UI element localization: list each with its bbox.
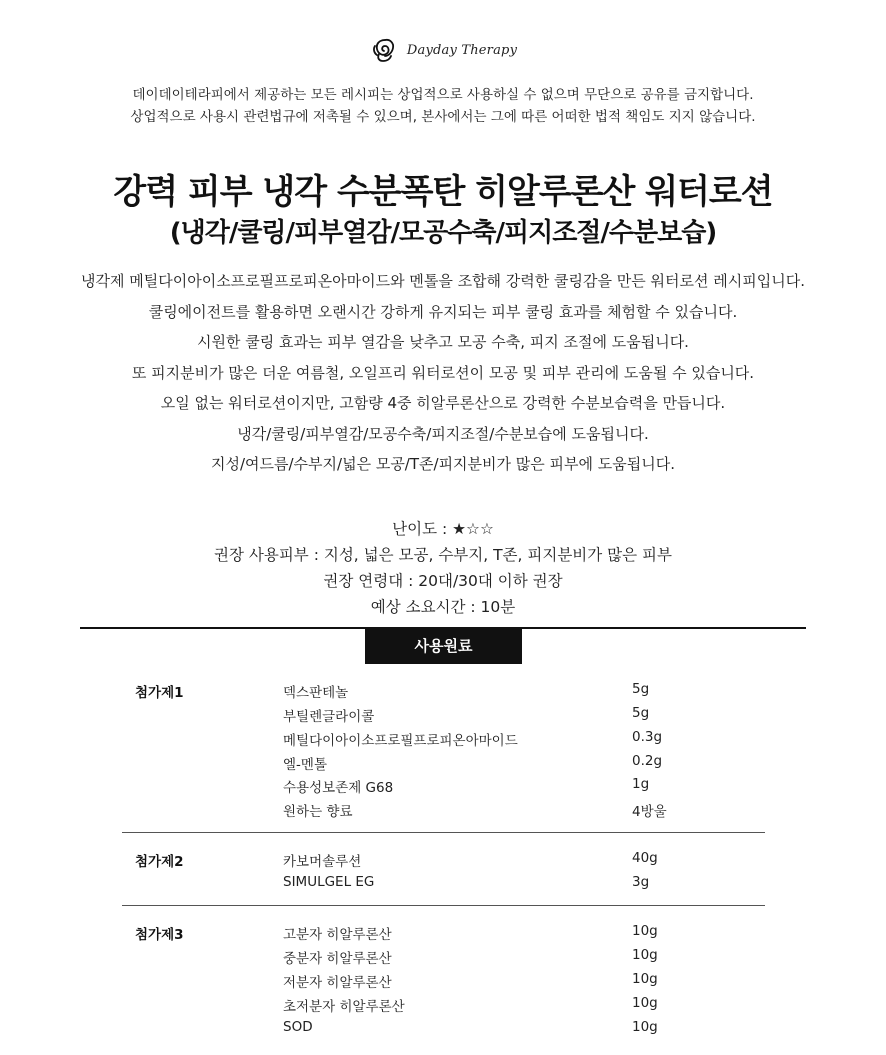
recommended-skin: 권장 사용피부 : 지성, 넓은 모공, 수부지, T존, 피지분비가 많은 피부 xyxy=(214,546,672,564)
estimated-time: 예상 소요시간 : 10분 xyxy=(370,598,516,616)
ingredient-amount: 40g xyxy=(632,850,658,866)
ingredient-name: 저분자 히알루론산 xyxy=(283,975,392,991)
notice-line: 상업적으로 사용시 관련법규에 저촉될 수 있으며, 본사에서는 그에 따른 어떠한 법적 책임도 지지 않습니다. xyxy=(130,109,756,125)
ingredient-amount: 4방울 xyxy=(632,804,667,820)
ingredient-name: 부틸렌글라이콜 xyxy=(283,709,375,725)
description-line: 냉각제 메틸다이아이소프로필프로피온아마이드와 멘톨을 조합해 강력한 쿨링감을 만든 워터로션 레시피입니다. xyxy=(81,272,805,290)
ingredient-name: 원하는 향료 xyxy=(283,804,353,820)
description-line: 지성/여드름/수부지/넓은 모공/T존/피지분비가 많은 피부에 도움됩니다. xyxy=(211,455,675,473)
ingredient-amount: 10g xyxy=(632,1019,658,1035)
ingredient-amount: 0.3g xyxy=(632,729,663,745)
description-line: 또 피지분비가 많은 더운 여름철, 오일프리 워터로션이 모공 및 피부 관리에 도움될 수 있습니다. xyxy=(131,363,755,382)
ingredient-name: 수용성보존제 G68 xyxy=(283,780,394,796)
ingredient-amount: 10g xyxy=(632,995,658,1011)
ingredient-amount: 5g xyxy=(632,705,650,721)
recipe-meta xyxy=(0,516,886,620)
ingredient-amount: 0.2g xyxy=(632,753,663,769)
group-divider xyxy=(122,832,765,833)
group-label: 첨가제1 xyxy=(135,685,184,701)
ingredient-amount: 10g xyxy=(632,971,658,987)
page-title: 강력 피부 냉각 수분폭탄 히알루론산 워터로션 xyxy=(113,172,773,212)
description-line: 오일 없는 워터로션이지만, 고함량 4중 히알루론산으로 강력한 수분보습력을 만듭니다. xyxy=(160,394,726,412)
ingredient-amount: 3g xyxy=(632,874,650,890)
ingredients-section-label: 사용원료 xyxy=(365,627,522,664)
brand-logo xyxy=(0,34,886,66)
ingredient-amount: 10g xyxy=(632,947,658,963)
ingredient-amount: 1g xyxy=(632,776,650,792)
ingredient-name: 고분자 히알루론산 xyxy=(283,927,392,943)
ingredient-name: 덱스판테놀 xyxy=(283,685,349,701)
description-line: 냉각/쿨링/피부열감/모공수축/피지조절/수분보습에 도움됩니다. xyxy=(237,424,649,443)
ingredient-name: 메틸다이아이소프로필프로피온아마이드 xyxy=(283,733,518,749)
notice-line: 데이데이테라피에서 제공하는 모든 레시피는 상업적으로 사용하실 수 없으며 무단으로 공유를 금지합니다. xyxy=(132,87,754,103)
ingredient-name: 초저분자 히알루론산 xyxy=(283,999,405,1015)
recommended-age: 권장 연령대 : 20대/30대 이하 권장 xyxy=(323,572,563,590)
recipe-description xyxy=(0,266,886,480)
ingredient-name: 중분자 히알루론산 xyxy=(283,951,392,967)
page-subtitle: (냉각/쿨링/피부열감/모공수축/피지조절/수분보습) xyxy=(169,218,717,248)
group-label: 첨가제3 xyxy=(135,927,184,943)
ingredient-amount: 5g xyxy=(632,681,650,697)
description-line: 쿨링에이전트를 활용하면 오랜시간 강하게 유지되는 피부 쿨링 효과를 체험할 수 있습니다. xyxy=(148,302,738,321)
ingredient-name: SIMULGEL EG xyxy=(283,874,375,890)
ingredient-name: SOD xyxy=(283,1019,313,1035)
group-divider xyxy=(122,905,765,906)
ingredient-name: 카보머솔루션 xyxy=(283,854,362,870)
description-line: 시원한 쿨링 효과는 피부 열감을 낮추고 모공 수축, 피지 조절에 도움됩니다. xyxy=(197,333,689,351)
ingredient-name: 엘-멘톨 xyxy=(283,757,327,773)
group-label: 첨가제2 xyxy=(135,854,184,870)
difficulty-rating: 난이도 : ★☆☆ xyxy=(392,520,494,538)
ingredient-amount: 10g xyxy=(632,923,658,939)
brand-name: Dayday Therapy xyxy=(406,42,518,58)
rose-icon xyxy=(369,34,401,66)
usage-notice xyxy=(0,84,886,128)
